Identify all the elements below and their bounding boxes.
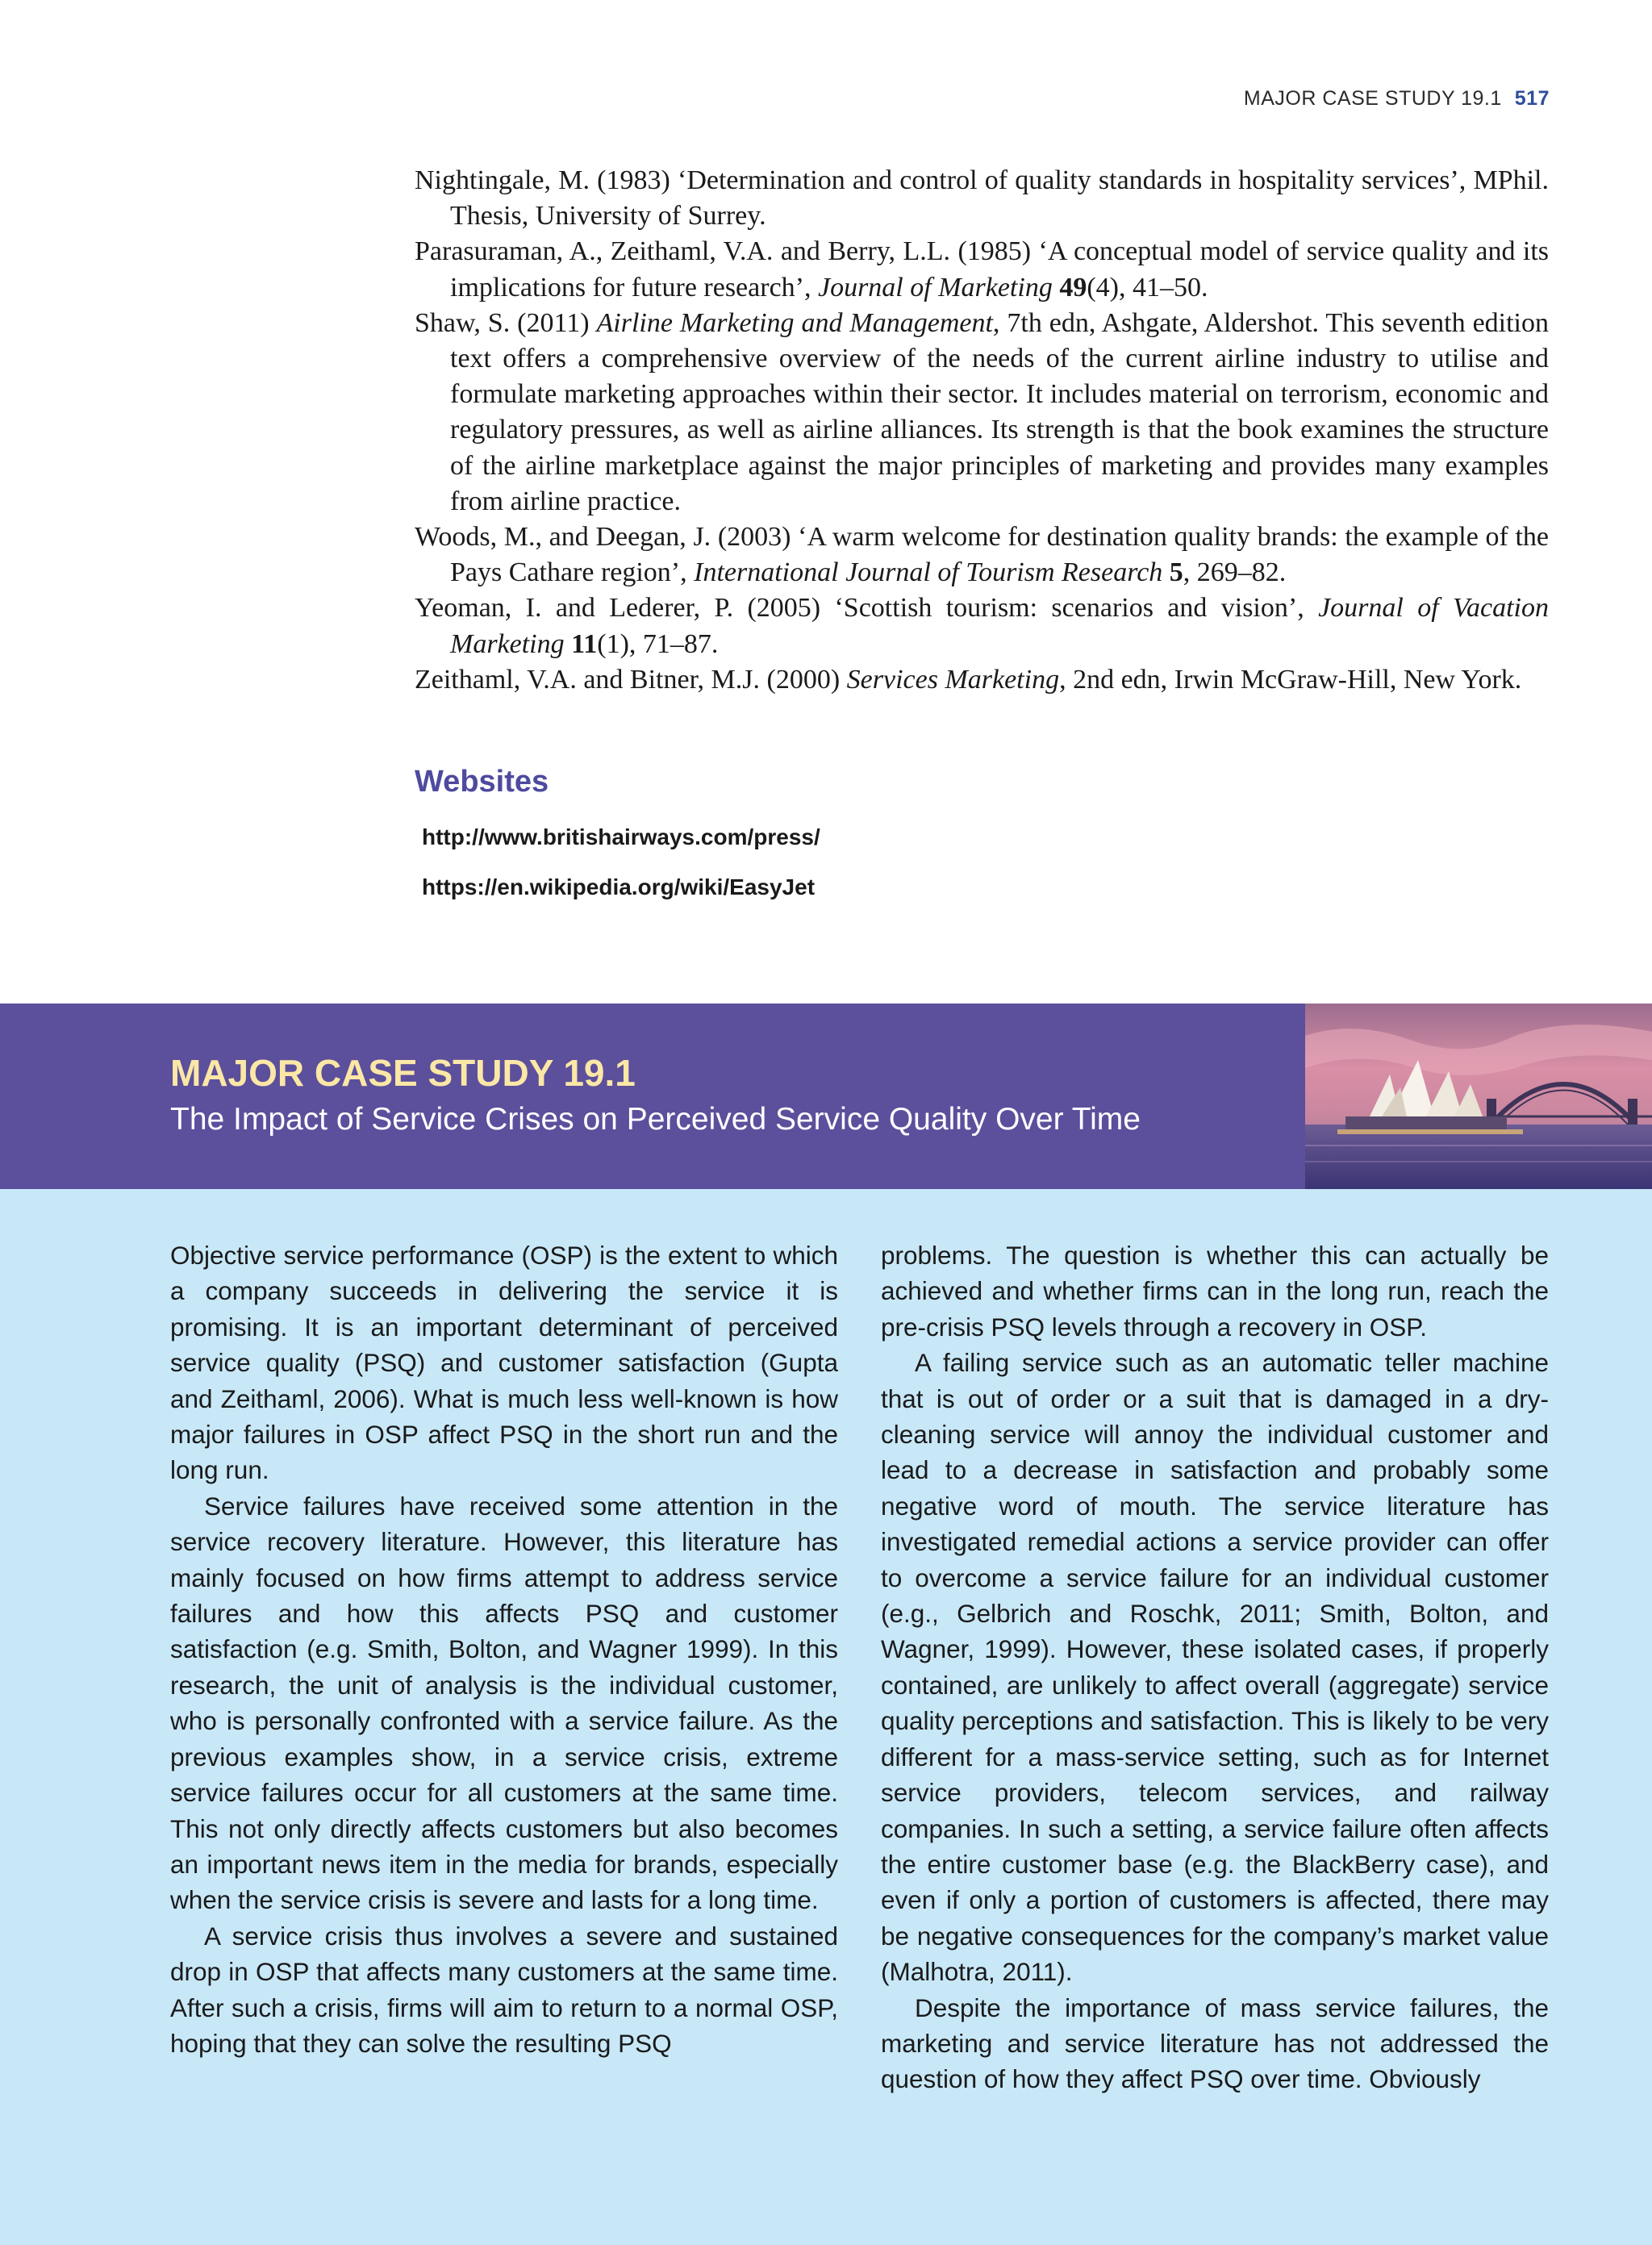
paragraph: Objective service performance (OSP) is the extent to which a company succeeds in delivering the service it is promising. It is an important determinant of perceived service quality (PSQ) and customer satisfaction (Gupta and Zeithaml, 2006). What is much less well-known is how major failures in OSP affect PSQ in the short run and the long run. <box>170 1241 838 1485</box>
reference-item: Nightingale, M. (1983) ‘Determination and control of quality standards in hospitality services’, MPhil. Thesis, University of Surrey. <box>415 165 1549 232</box>
running-head-title: MAJOR CASE STUDY 19.1 <box>1243 87 1502 110</box>
reference-item: Parasuraman, A., Zeithaml, V.A. and Berry, L.L. (1985) ‘A conceptual model of service quality and its implications for future research’, Journal of Marketing 49(4), 41–50. <box>415 236 1549 303</box>
paragraph: Service failures have received some attention in the service recovery literature. However, this literature has mainly focused on how firms attempt to address service failures and how this affects PSQ and customer satisfaction (e.g. Smith, Bolton, and Wagner 1999). In this research, the unit of analysis is the individual customer, who is personally confronted with a service failure. As the previous examples show, in a service crisis, extreme service failures occur for all customers at the same time. This not only directly affects customers but also becomes an important news item in the media for brands, especially when the service crisis is severe and lasts for a long time. <box>170 1491 838 1915</box>
website-link-easyjet[interactable]: https://en.wikipedia.org/wiki/EasyJet <box>422 874 816 899</box>
reference-item: Zeithaml, V.A. and Bitner, M.J. (2000) Services Marketing, 2nd edn, Irwin McGraw-Hill, New York. <box>415 664 1522 695</box>
website-links <box>422 824 820 924</box>
case-study-right-column <box>881 1237 1549 2097</box>
reference-item: Shaw, S. (2011) Airline Marketing and Management, 7th edn, Ashgate, Aldershot. This seventh edition text offers a comprehensive overview of the needs of the current airline industry to utilise and formulate marketing approaches within their sector. It includes material on terrorism, economic and regulatory pressures, as well as airline alliances. Its strength is that the book examines the structure of the airline marketplace against the major principles of marketing and provides many examples from airline practice. <box>415 307 1549 516</box>
paragraph: problems. The question is whether this can actually be achieved and whether firms can in the long run, reach the pre-crisis PSQ levels through a recovery in OSP. <box>881 1241 1549 1342</box>
reference-item: Yeoman, I. and Lederer, P. (2005) ‘Scottish tourism: scenarios and vision’, Journal of Vacation Marketing 11(1), 71–87. <box>415 593 1550 659</box>
paragraph: A failing service such as an automatic teller machine that is out of order or a suit that is damaged in a dry-cleaning service will annoy the individual customer and lead to a decrease in satisfaction and probably some negative word of mouth. The service literature has investigated remedial actions a service provider can offer to overcome a service failure for an individual customer (e.g., Gelbrich and Roschk, 2011; Smith, Bolton, and Wagner, 1999). However, these isolated cases, if properly contained, are unlikely to affect overall (aggregate) service quality perceptions and satisfaction. This is likely to be very different for a mass-service setting, such as for Internet service providers, telecom services, and railway companies. In such a setting, a service failure often affects the entire customer base (e.g. the BlackBerry case), and even if only a portion of customers is affected, there may be negative consequences for the company’s market value (Malhotra, 2011). <box>881 1348 1549 1987</box>
websites-heading: Websites <box>415 765 549 799</box>
website-link-british-airways[interactable]: http://www.britishairways.com/press/ <box>422 824 820 849</box>
case-study-label: MAJOR CASE STUDY 19.1 <box>170 1052 636 1094</box>
sydney-opera-house-photo <box>1305 1004 1652 1189</box>
case-study-banner <box>0 1004 1652 1189</box>
reference-item: Woods, M., and Deegan, J. (2003) ‘A warm welcome for destination quality brands: the example of the Pays Cathare region’, International Journal of Tourism Research 5, 269–82. <box>415 522 1549 588</box>
running-head <box>1244 87 1550 111</box>
case-study-title: The Impact of Service Crises on Perceived Service Quality Over Time <box>170 1102 1141 1137</box>
paragraph: Despite the importance of mass service failures, the marketing and service literature has not addressed the question of how they affect PSQ over time. Obviously <box>881 1993 1549 2094</box>
reference-list <box>415 163 1549 698</box>
page-number: 517 <box>1514 87 1550 110</box>
case-study-left-column <box>170 1237 838 2061</box>
case-study-body <box>0 1189 1652 2245</box>
paragraph: A service crisis thus involves a severe and sustained drop in OSP that affects many customers at the same time. After such a crisis, firms will aim to return to a normal OSP, hoping that they can solve the resulting PSQ <box>170 1921 838 2058</box>
